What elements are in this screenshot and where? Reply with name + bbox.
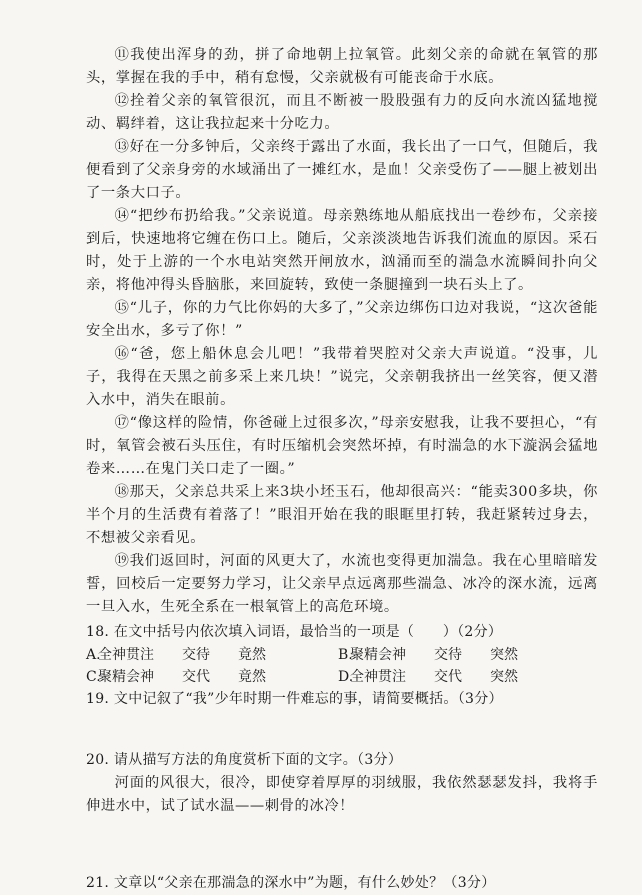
reading-passage <box>86 44 598 619</box>
passage-paragraph-13: ⑬好在一分多钟后，父亲终于露出了水面，我长出了一口气，但随后，我便看到了父亲身旁的水域涌出了一摊红水，是血！父亲受伤了——腿上被划出了一条大口子。 <box>86 139 598 201</box>
question-20-excerpt: 河面的风很大，很冷，即使穿着厚厚的羽绒服，我依然瑟瑟发抖，我将手伸进水中，试了试水温——刺骨的冰冷！ <box>86 775 598 814</box>
option-b: B. 聚精会神 交待 突然 <box>338 647 518 663</box>
question-20 <box>86 749 598 818</box>
passage-paragraph-18: ⑱那天，父亲总共采上来3块小坯玉石，他却很高兴：“能卖300多块，你半个月的生活费有着落了！”眼泪开始在我的眼眶里打转，我赶紧转过身去，不想被父亲看见。 <box>86 484 598 546</box>
question-18 <box>86 621 598 688</box>
passage-paragraph-19: ⑲我们返回时，河面的风更大了，水流也变得更加湍急。我在心里暗暗发誓，回校后一定要努力学习，让父亲早点远离那些湍急、冰冷的深水流，远离一旦入水，生死全系在一根氧管上的高危环境。 <box>86 553 598 615</box>
passage-paragraph-17: ⑰“像这样的险情，你爸碰上过很多次，”母亲安慰我，让我不要担心，“有时，氧管会被石头压住，有时压缩机会突然坏掉，有时湍急的水下漩涡会猛地卷来……在鬼门关口走了一圈。” <box>86 415 598 477</box>
passage-paragraph-15: ⑮“儿子，你的力气比你妈的大多了，”父亲边绑伤口边对我说，“这次爸能安全出水，多亏了你！” <box>86 300 598 339</box>
question-18-stem: 18. 在文中括号内依次填入词语，最恰当的一项是（ ）（2分） <box>86 624 503 640</box>
question-19: 19. 文中记叙了“我”少年时期一件难忘的事，请简要概括。（3分） <box>86 691 503 707</box>
passage-paragraph-14: ⑭“把纱布扔给我。”父亲说道。母亲熟练地从船底找出一卷纱布，父亲接到后，快速地将它缠在伤口上。随后，父亲淡淡地告诉我们流血的原因。采石时，处于上游的一个水电站突然开闸放水，汹涌而至的湍急水流瞬间扑向父亲，将他冲得头昏脑胀，来回旋转，致使一条腿撞到一块石头上了。 <box>86 208 598 293</box>
answer-space-20 <box>86 818 598 872</box>
option-c: C. 聚精会神 交代 竟然 <box>86 669 266 685</box>
option-d: D. 全神贯注 交代 突然 <box>338 669 518 685</box>
option-a: A. 全神贯注 交待 竟然 <box>86 647 266 663</box>
passage-paragraph-16: ⑯“爸，您上船休息会儿吧！”我带着哭腔对父亲大声说道。“没事，儿子，我得在天黑之前多采上来几块！”说完，父亲朝我挤出一丝笑容，便又潜入水中，消失在眼前。 <box>86 346 598 408</box>
passage-paragraph-11: ⑪我使出浑身的劲，拼了命地朝上拉氧管。此刻父亲的命就在氧管的那头，掌握在我的手中，稍有怠慢，父亲就极有可能丧命于水底。 <box>86 47 598 86</box>
answer-space-19 <box>86 711 598 749</box>
question-20-stem: 20. 请从描写方法的角度赏析下面的文字。（3分） <box>86 752 403 768</box>
question-18-options-row-1 <box>86 644 598 666</box>
question-21: 21. 文章以“父亲在那湍急的深水中”为题，有什么妙处？（3分） <box>86 875 496 891</box>
question-18-options-row-2 <box>86 666 598 688</box>
passage-paragraph-12: ⑫拴着父亲的氧管很沉，而且不断被一股股强有力的反向水流凶猛地搅动、羁绊着，这让我拉起来十分吃力。 <box>86 93 598 132</box>
